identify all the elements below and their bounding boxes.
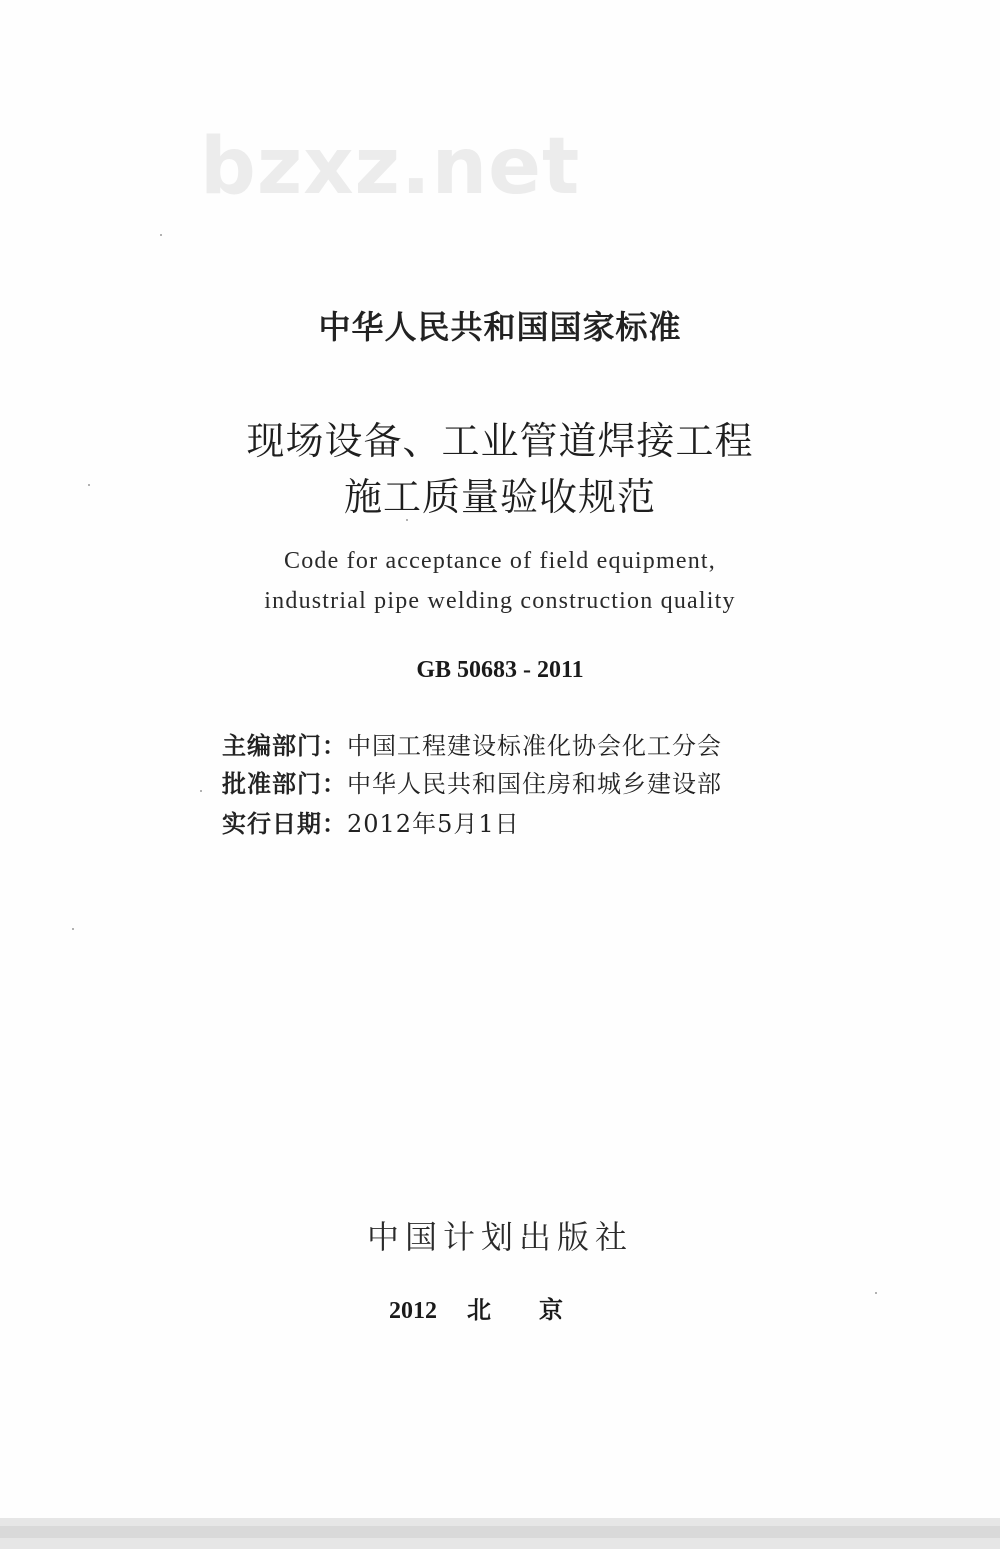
scan-speck [72,928,74,930]
approver-label: 批准部门： [222,770,347,798]
title-cn-line2: 施工质量验收规范 [343,475,656,519]
imprint-city: 北京 [467,1296,611,1324]
scan-speck [88,484,90,486]
editor-row [222,726,722,761]
title-en-line2: industrial pipe welding construction quality [264,588,736,614]
title-en-line1: Code for acceptance of field equipment, [284,548,716,574]
approver-row [222,764,722,799]
scan-speck [406,519,408,521]
imprint-year: 2012 [389,1298,437,1324]
publisher-name: 中国计划出版社 [366,1218,633,1256]
national-standard-heading: 中华人民共和国国家标准 [318,308,682,346]
imprint [0,1290,1000,1325]
scan-speck [160,234,162,236]
bottom-scan-edge [0,1518,1000,1549]
standard-code: GB 50683 - 2011 [416,657,584,683]
effective-date-row [222,804,520,839]
editor-value: 中国工程建设标准化协会化工分会 [347,732,722,760]
effective-date-value: 2012年5月1日 [347,810,520,838]
scan-speck [200,790,202,792]
scan-speck [875,1292,877,1294]
bottom-scan-edge-band [0,1526,1000,1538]
title-cn-line1: 现场设备、工业管道焊接工程 [246,419,754,463]
watermark: bzxz.net [200,122,581,212]
effective-date-label: 实行日期： [222,810,347,838]
approver-value: 中华人民共和国住房和城乡建设部 [347,770,722,798]
editor-label: 主编部门： [222,732,347,760]
